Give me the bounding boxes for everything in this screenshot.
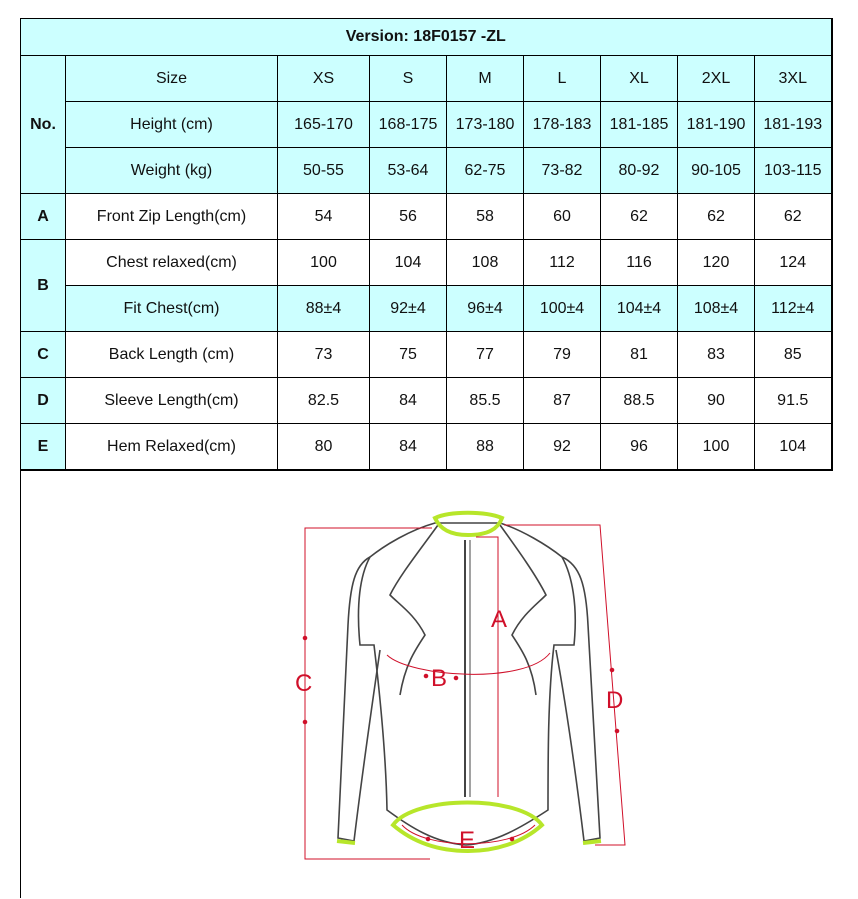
label-d: D <box>606 687 624 714</box>
height-cell: 165-170 <box>278 102 370 148</box>
weight-cell: 62-75 <box>447 148 524 194</box>
value-cell: 120 <box>678 240 755 286</box>
chest-relaxed-row <box>21 240 832 286</box>
weight-cell: 73-82 <box>524 148 601 194</box>
value-cell: 60 <box>524 194 601 240</box>
value-cell: 79 <box>524 332 601 378</box>
value-cell: 100±4 <box>524 286 601 332</box>
size-cell: L <box>524 56 601 102</box>
value-cell: 108±4 <box>678 286 755 332</box>
row-label: Back Length (cm) <box>66 332 278 378</box>
measure-d-dot-bottom <box>615 729 619 733</box>
value-cell: 88 <box>447 424 524 471</box>
row-label: Front Zip Length(cm) <box>66 194 278 240</box>
measure-e-dot-left <box>426 837 430 841</box>
row-code-d: D <box>21 378 66 424</box>
no-header: No. <box>21 56 66 194</box>
measure-d-dot-top <box>610 668 614 672</box>
value-cell: 62 <box>755 194 832 240</box>
size-cell: M <box>447 56 524 102</box>
value-cell: 82.5 <box>278 378 370 424</box>
weight-cell: 90-105 <box>678 148 755 194</box>
value-cell: 85 <box>755 332 832 378</box>
row-label: Hem Relaxed(cm) <box>66 424 278 471</box>
back-length-row <box>21 332 832 378</box>
version-row <box>21 19 832 56</box>
value-cell: 92±4 <box>370 286 447 332</box>
height-cell: 181-190 <box>678 102 755 148</box>
value-cell: 116 <box>601 240 678 286</box>
weight-row <box>21 148 832 194</box>
size-cell: S <box>370 56 447 102</box>
value-cell: 56 <box>370 194 447 240</box>
right-cuff-trim <box>583 841 601 843</box>
measure-b-dot-right <box>454 676 458 680</box>
collar-trim <box>435 513 502 535</box>
measure-d-line <box>504 525 625 845</box>
weight-header: Weight (kg) <box>66 148 278 194</box>
value-cell: 92 <box>524 424 601 471</box>
value-cell: 96 <box>601 424 678 471</box>
right-sleeve-outline <box>556 557 600 841</box>
value-cell: 108 <box>447 240 524 286</box>
weight-cell: 103-115 <box>755 148 832 194</box>
height-header: Height (cm) <box>66 102 278 148</box>
size-cell: XL <box>601 56 678 102</box>
size-cell: 3XL <box>755 56 832 102</box>
value-cell: 87 <box>524 378 601 424</box>
value-cell: 104 <box>755 424 832 471</box>
value-cell: 62 <box>601 194 678 240</box>
height-cell: 178-183 <box>524 102 601 148</box>
label-b: B <box>431 665 448 692</box>
value-cell: 58 <box>447 194 524 240</box>
fit-chest-row <box>21 286 832 332</box>
value-cell: 54 <box>278 194 370 240</box>
value-cell: 83 <box>678 332 755 378</box>
size-cell: 2XL <box>678 56 755 102</box>
row-code-a: A <box>21 194 66 240</box>
measure-a-line <box>476 537 498 797</box>
value-cell: 112±4 <box>755 286 832 332</box>
front-zip-row <box>21 194 832 240</box>
jacket-body-outline <box>358 523 575 845</box>
height-cell: 168-175 <box>370 102 447 148</box>
row-label: Sleeve Length(cm) <box>66 378 278 424</box>
row-label: Chest relaxed(cm) <box>66 240 278 286</box>
size-chart-table <box>20 18 833 471</box>
value-cell: 96±4 <box>447 286 524 332</box>
value-cell: 88.5 <box>601 378 678 424</box>
label-e: E <box>459 827 476 854</box>
left-border-rule <box>20 468 21 898</box>
value-cell: 90 <box>678 378 755 424</box>
value-cell: 84 <box>370 378 447 424</box>
weight-cell: 53-64 <box>370 148 447 194</box>
value-cell: 85.5 <box>447 378 524 424</box>
measure-b-dot-left <box>424 674 428 678</box>
value-cell: 88±4 <box>278 286 370 332</box>
height-row <box>21 102 832 148</box>
jacket-measurement-diagram <box>290 505 650 885</box>
value-cell: 75 <box>370 332 447 378</box>
label-c: C <box>295 670 313 697</box>
height-cell: 173-180 <box>447 102 524 148</box>
hem-relaxed-row <box>21 424 832 471</box>
measure-e-dot-right <box>510 837 514 841</box>
size-cell: XS <box>278 56 370 102</box>
label-a: A <box>491 606 508 633</box>
jacket-outline <box>338 523 600 845</box>
value-cell: 112 <box>524 240 601 286</box>
weight-cell: 80-92 <box>601 148 678 194</box>
measure-c-dot-bottom <box>303 720 307 724</box>
value-cell: 62 <box>678 194 755 240</box>
value-cell: 91.5 <box>755 378 832 424</box>
value-cell: 104±4 <box>601 286 678 332</box>
value-cell: 124 <box>755 240 832 286</box>
row-code-b: B <box>21 240 66 332</box>
value-cell: 84 <box>370 424 447 471</box>
weight-cell: 50-55 <box>278 148 370 194</box>
left-cuff-trim <box>337 841 355 843</box>
size-row <box>21 56 832 102</box>
value-cell: 73 <box>278 332 370 378</box>
row-code-c: C <box>21 332 66 378</box>
sleeve-length-row <box>21 378 832 424</box>
value-cell: 80 <box>278 424 370 471</box>
version-title: Version: 18F0157 -ZL <box>21 19 832 56</box>
value-cell: 100 <box>678 424 755 471</box>
value-cell: 77 <box>447 332 524 378</box>
height-cell: 181-185 <box>601 102 678 148</box>
height-cell: 181-193 <box>755 102 832 148</box>
size-header: Size <box>66 56 278 102</box>
value-cell: 100 <box>278 240 370 286</box>
measure-c-dot-top <box>303 636 307 640</box>
row-code-e: E <box>21 424 66 471</box>
row-label: Fit Chest(cm) <box>66 286 278 332</box>
value-cell: 81 <box>601 332 678 378</box>
value-cell: 104 <box>370 240 447 286</box>
